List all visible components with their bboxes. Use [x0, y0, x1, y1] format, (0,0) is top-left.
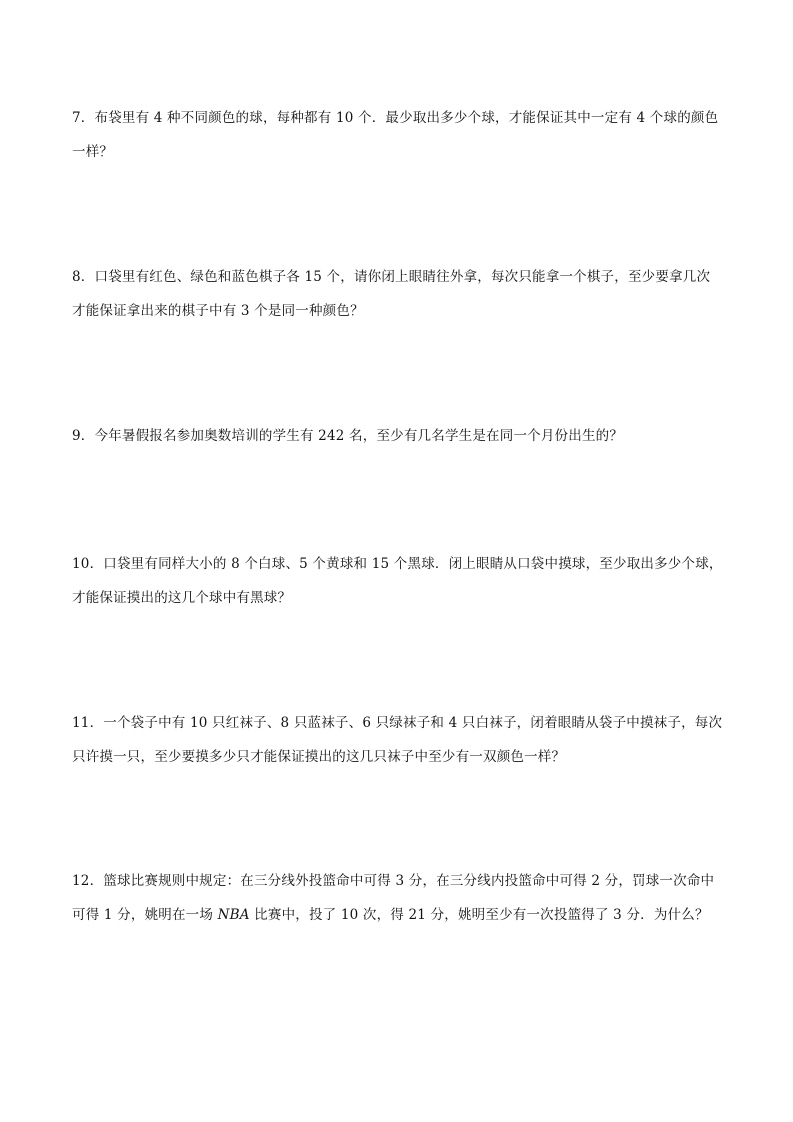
question-12-line-2 — [72, 898, 727, 932]
question-8-line-2: 才能保证拿出来的棋子中有 3 个是同一种颜色？ — [72, 303, 364, 319]
question-7-line-1: 7．布袋里有 4 种不同颜色的球，每种都有 10 个．最少取出多少个球，才能保证其中一定有 4 个球的颜色 — [72, 110, 719, 126]
question-12-line-1: 12．篮球比赛规则中规定：在三分线外投篮命中可得 3 分，在三分线内投篮命中可得 2 分，罚球一次命中 — [72, 873, 715, 889]
question-10 — [72, 547, 727, 615]
question-10-line-1: 10．口袋里有同样大小的 8 个白球、5 个黄球和 15 个黑球．闭上眼睛从口袋中摸球，至少取出多少个球， — [72, 556, 723, 572]
question-11 — [72, 706, 727, 774]
question-8 — [72, 260, 727, 328]
nba-term: NBA — [217, 907, 250, 923]
question-9-line-1: 9．今年暑假报名参加奥数培训的学生有 242 名，至少有几名学生是在同一个月份出生的？ — [72, 428, 624, 444]
question-9 — [72, 419, 727, 453]
question-7 — [72, 101, 727, 169]
question-12-line-2-before: 可得 1 分，姚明在一场 — [72, 907, 218, 923]
question-12-line-2-after: 比赛中，投了 10 次，得 21 分，姚明至少有一次投篮得了 3 分．为什么？ — [249, 907, 709, 923]
question-11-line-2: 只许摸一只，至少要摸多少只才能保证摸出的这几只袜子中至少有一双颜色一样？ — [72, 749, 566, 765]
question-10-line-2: 才能保证摸出的这几个球中有黑球？ — [72, 590, 292, 606]
question-12 — [72, 864, 727, 932]
question-11-line-1: 11．一个袋子中有 10 只红袜子、8 只蓝袜子、6 只绿袜子和 4 只白袜子，闭着眼睛从袋子中摸袜子，每次 — [72, 715, 723, 731]
question-8-line-1: 8．口袋里有红色、绿色和蓝色棋子各 15 个，请你闭上眼睛往外拿，每次只能拿一个棋子，至少要拿几次 — [72, 269, 711, 285]
question-7-line-2: 一样？ — [72, 144, 114, 160]
